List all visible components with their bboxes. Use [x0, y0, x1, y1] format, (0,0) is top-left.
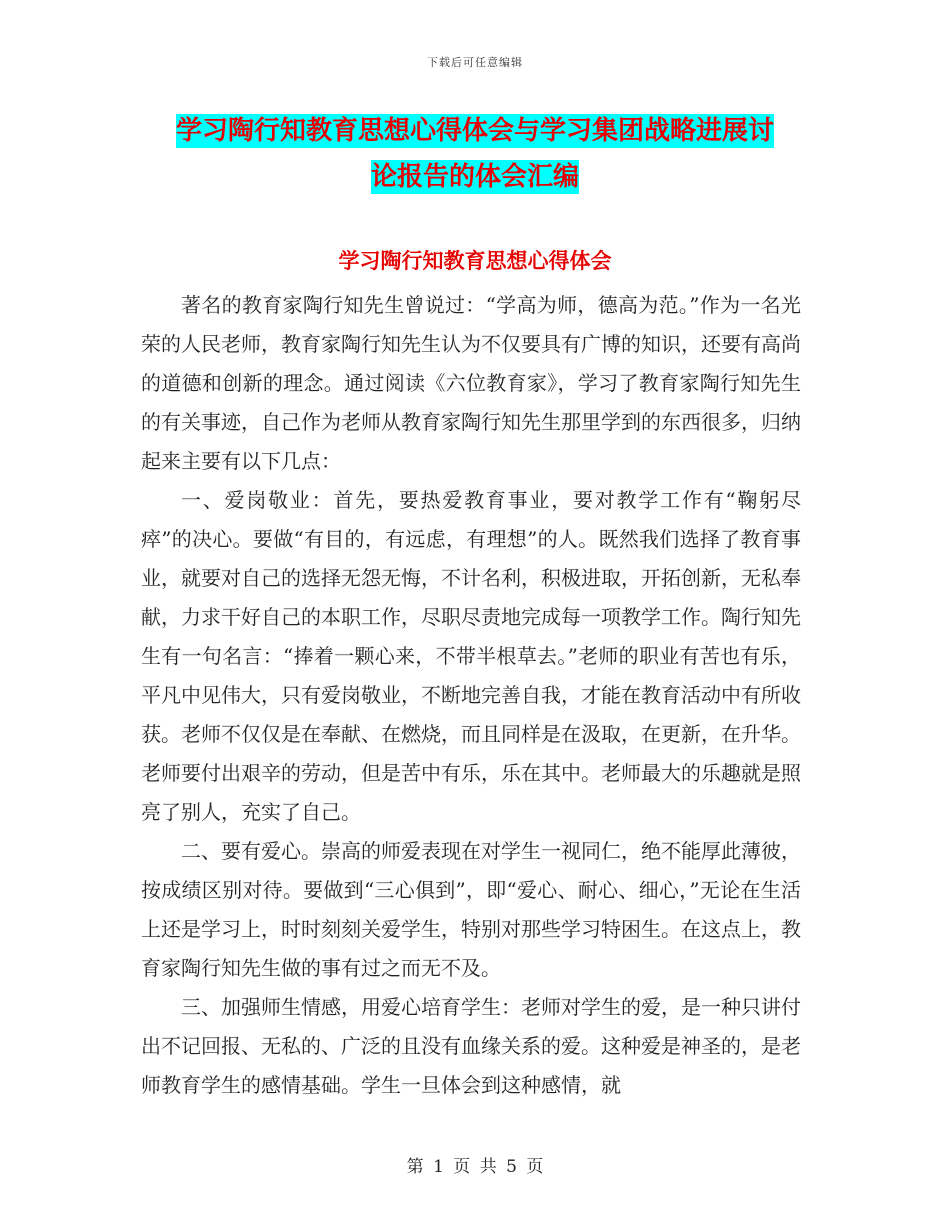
paragraph-point-3: 三、加强师生情感，用爱心培育学生：老师对学生的爱，是一种只讲付出不记回报、无私的、广泛的且没有血缘关系的爱。这种爱是神圣的，是老师教育学生的感情基础。学生一旦体会到这种感情，就: [141, 995, 801, 1097]
paragraph-point-1: 一、爱岗敬业：首先，要热爱教育事业，要对教学工作有“鞠躬尽瘁”的决心。要做“有目的，有远虑，有理想”的人。既然我们选择了教育事业，就要对自己的选择无怨无悔，不计名利，积极进取，开拓创新，无私奉献，力求干好自己的本职工作，尽职尽责地完成每一项教学工作。陶行知先生有一句名言：“捧着一颗心来，不带半根草去。”老师的职业有苦也有乐，平凡中见伟大，只有爱岗敬业，不断地完善自我，才能在教育活动中有所收获。老师不仅仅是在奉献、在燃烧，而且同样是在汲取，在更新，在升华。老师要付出艰辛的劳动，但是苦中有乐，乐在其中。老师最大的乐趣就是照亮了别人，充实了自己。: [141, 488, 801, 824]
main-title-line-2: 论报告的体会汇编: [370, 162, 579, 192]
body-text: [141, 286, 801, 1105]
paragraph-point-2: 二、要有爱心。崇高的师爱表现在对学生一视同仁，绝不能厚此薄彼，按成绩区别对待。要做到“三心俱到”，即“爱心、耐心、细心，”无论在生活上还是学习上，时时刻刻关爱学生，特别对那些学习特困生。在这点上，教育家陶行知先生做的事有过之而无不及。: [141, 839, 801, 980]
page-footer: 第 1 页 共 5 页: [406, 1157, 544, 1177]
paragraph-intro: 著名的教育家陶行知先生曾说过：“学高为师，德高为范。”作为一名光荣的人民老师，教育家陶行知先生认为不仅要具有广博的知识，还要有高尚的道德和创新的理念。通过阅读《六位教育家》，学习了教育家陶行知先生的有关事迹，自己作为老师从教育家陶行知先生那里学到的东西很多，归纳起来主要有以下几点：: [141, 293, 801, 473]
section-title: 学习陶行知教育思想心得体会: [338, 249, 612, 273]
main-title: [140, 108, 810, 200]
main-title-line-1: 学习陶行知教育思想心得体会与学习集团战略进展讨: [175, 116, 774, 146]
header-note: 下载后可任意编辑: [427, 56, 523, 69]
